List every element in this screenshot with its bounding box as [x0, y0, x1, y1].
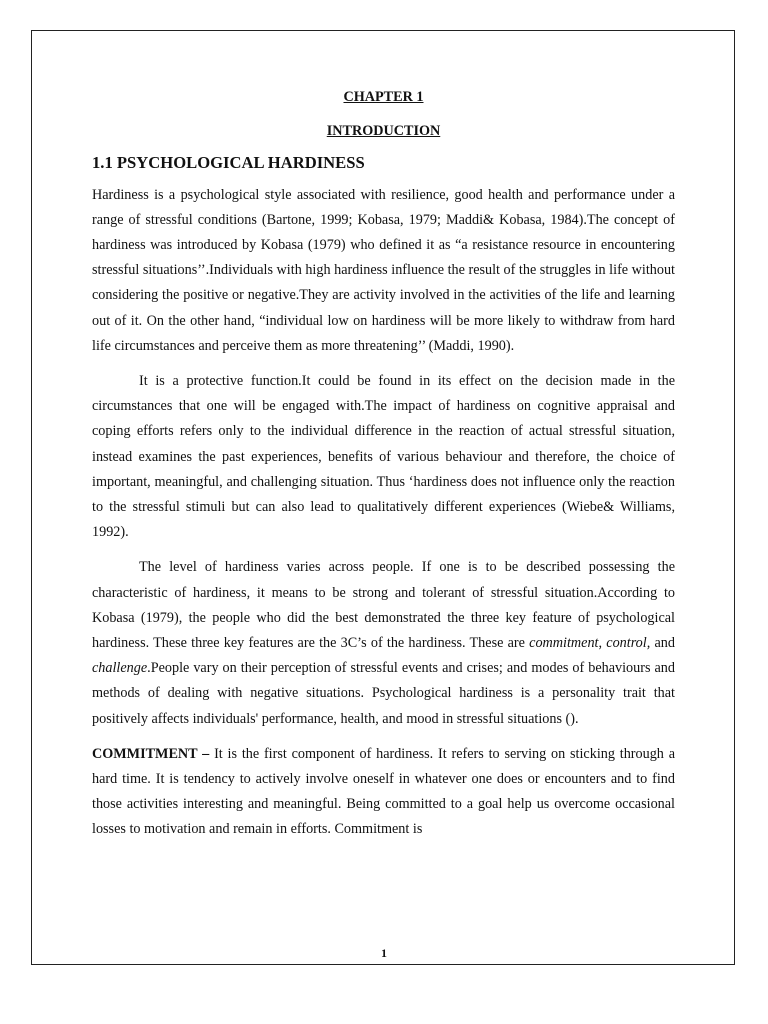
page-number: 1 — [381, 946, 387, 960]
term-control: control, — [606, 635, 651, 652]
paragraph-3-text: The level of hardiness varies across people. If one is to be described possessing the characteristic of hardiness, it means to be strong and tolerant of stressful situation.According to Kobasa (1979), the people who did the best demonstrated the three key feature of psychological hardiness. These three key features are the 3C’s of the hardiness. These are — [92, 559, 675, 652]
separator: and — [650, 635, 675, 652]
term-challenge: challenge — [92, 660, 148, 677]
term-commitment: commitment — [529, 635, 599, 652]
paragraph-1: Hardiness is a psychological style associated with resilience, good health and performance under a range of stressful conditions (Bartone, 1999; Kobasa, 1979; Maddi& Kobasa, 1984).The concept of hardiness was introduced by Kobasa (1979) who defined it as “a resistance resource in encountering stressful situations’’.Individuals with high hardiness influence the result of the struggles in life without considering the positive or negative.They are activity involved in the activities of the life and learning out of it. On the other hand, “individual low on hardiness will be more likely to withdraw from hard life circumstances and perceive them as more threatening’’ (Maddi, 1990). — [92, 186, 675, 354]
paragraph-3 — [92, 555, 675, 731]
document-body — [92, 85, 675, 853]
paragraph-2: It is a protective function.It could be found in its effect on the decision made in the circumstances that one will be engaged with.The impact of hardiness on cognitive appraisal and coping efforts refers only to the individual difference in the reaction of actual stressful situation, instead examines the past experiences, benefits of various behaviour and therefore, the choice of important, meaningful, and challenging situation. Thus ‘hardiness does not influence only the reaction to the stressful stimuli but can also lead to qualitatively different experiences (Wiebe& Williams, 1992). — [92, 373, 675, 541]
chapter-title: INTRODUCTION — [326, 123, 441, 140]
paragraph-4 — [92, 742, 675, 843]
section-title: 1.1 PSYCHOLOGICAL HARDINESS — [92, 153, 365, 173]
paragraph-3-text-end: .People vary on their perception of stressful events and crises; and modes of behaviours and methods of dealing with negative situations. Psychological hardiness is a personality trait that positively affects individuals' performance, health, and mood in stressful situations (). — [92, 660, 675, 727]
separator: , — [598, 635, 607, 652]
paragraph-4-text: It is the first component of hardiness. It refers to serving on sticking through a hard time. It is tendency to actively involve oneself in whatever one does or encounters and to find those activities interesting and meaningful. Being committed to a goal help us overcome occasional losses to motivation and remain in efforts. Commitment is — [92, 745, 676, 838]
commitment-label: COMMITMENT – — [92, 745, 210, 762]
chapter-heading: CHAPTER 1 — [343, 89, 424, 105]
